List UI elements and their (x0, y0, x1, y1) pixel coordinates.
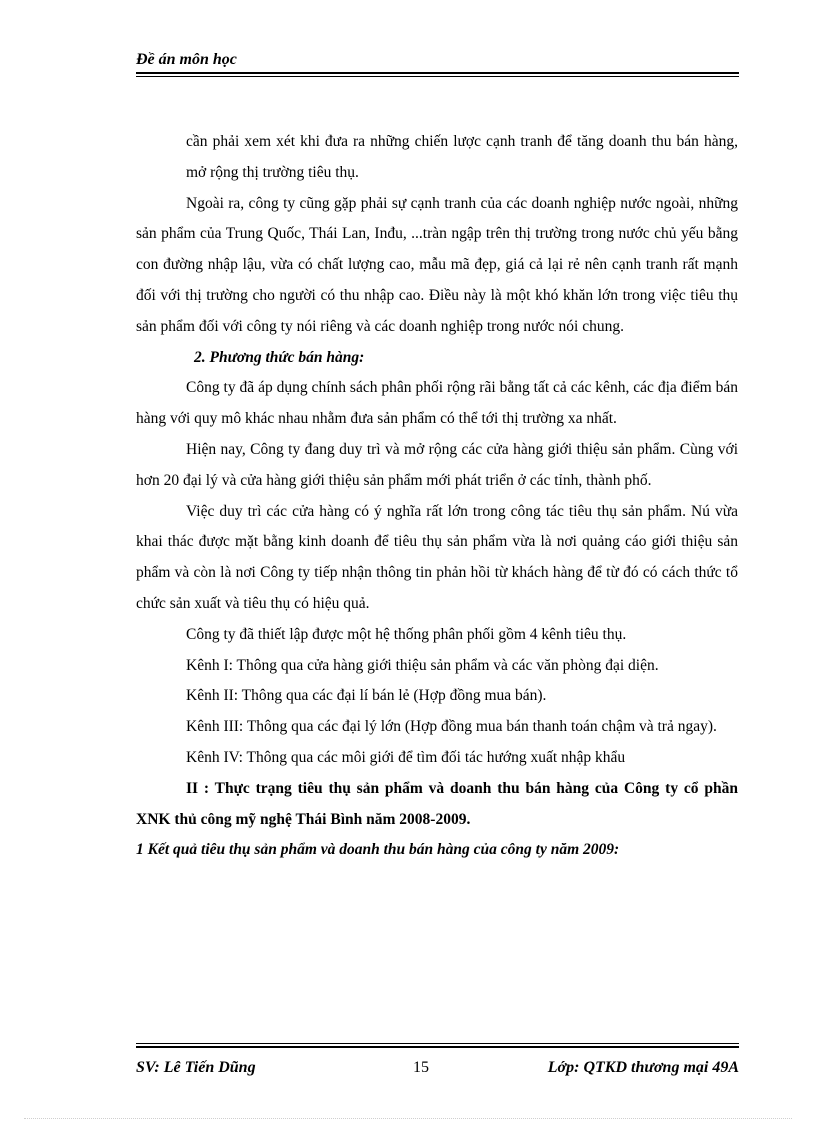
subsection-heading-results: 1 Kết quả tiêu thụ sản phẩm và doanh thu bán hàng của công ty năm 2009: (136, 841, 620, 859)
channel-item: Kênh I: Thông qua cửa hàng giới thiệu sản phẩm và các văn phòng đại diện. (186, 656, 659, 674)
paragraph-channel-system: Công ty đã thiết lập được một hệ thống phân phối gồm 4 kênh tiêu thụ. (186, 625, 627, 643)
header-rule-thin (136, 76, 739, 77)
document-body (136, 127, 738, 866)
footer-rule-thin (136, 1043, 739, 1044)
header-title: Đề án môn học (136, 51, 237, 68)
section-heading-sales-method: 2. Phương thức bán hàng: (194, 348, 365, 366)
channel-item: Kênh II: Thông qua các đại lí bán lẻ (Hợp đồng mua bán). (186, 687, 547, 705)
paragraph-stores: Hiện nay, Công ty đang duy trì và mở rộng các cửa hàng giới thiệu sản phẩm. Cùng với hơn 20 đại lý và cửa hàng giới thiệu sản phẩm mới phát triển ở các tỉnh, thành phố. (136, 440, 738, 489)
footer-rule-thick (136, 1046, 739, 1048)
paragraph-distribution-policy: Công ty đã áp dụng chính sách phân phối rộng rãi bằng tất cả các kênh, các địa điểm bán hàng với quy mô khác nhau nhằm đưa sản phẩm có thể tới thị trường xa nhất. (136, 379, 738, 428)
paragraph-store-significance: Việc duy trì các cửa hàng có ý nghĩa rất lớn trong công tác tiêu thụ sản phẩm. Nú vừa khai thác được mặt bằng kinh doanh để tiêu thụ sản phẩm vừa là nơi quảng cáo giới thiệu sản phẩm và còn là nơi Công ty tiếp nhận thông tin phản hồi từ khách hàng để từ đó có cách thức tổ chức sản xuất và tiêu thụ có hiệu quả. (136, 502, 738, 612)
paragraph-competition: Ngoài ra, công ty cũng gặp phải sự cạnh tranh của các doanh nghiệp nước ngoài, những sản phẩm của Trung Quốc, Thái Lan, Inđu, ...tràn ngập trên thị trường trong nước chủ yếu bằng con đường nhập lậu, vừa có chất lượng cao, mẫu mã đẹp, giá cả lại rẻ nên cạnh tranh rất mạnh đối với thị trường cho người có thu nhập cao. Điều này là một khó khăn lớn trong việc tiêu thụ sản phẩm đối với công ty nói riêng và các doanh nghiệp trong nước nói chung. (136, 194, 738, 335)
page-header (136, 50, 739, 77)
channel-item: Kênh IV: Thông qua các môi giới để tìm đối tác hướng xuất nhập khẩu (186, 748, 626, 766)
channel-item: Kênh III: Thông qua các đại lý lớn (Hợp đồng mua bán thanh toán chậm và trả ngay). (186, 718, 717, 736)
page-edge-divider (24, 1118, 792, 1119)
header-rule-thick (136, 72, 739, 74)
footer-class-label: Lớp: QTKD thương mại 49A (547, 1059, 739, 1076)
footer-row (136, 1056, 739, 1080)
footer-student-name: SV: Lê Tiến Dũng (136, 1059, 256, 1076)
section-heading-status: II : Thực trạng tiêu thụ sản phẩm và doanh thu bán hàng của Công ty cổ phần XNK thủ công mỹ nghệ Thái Bình năm 2008-2009. (136, 779, 738, 828)
footer-page-number: 15 (413, 1059, 429, 1076)
page-footer (136, 1043, 739, 1080)
paragraph-continuation: cần phải xem xét khi đưa ra những chiến lược cạnh tranh để tăng doanh thu bán hàng, mở rộng thị trường tiêu thụ. (186, 133, 738, 181)
